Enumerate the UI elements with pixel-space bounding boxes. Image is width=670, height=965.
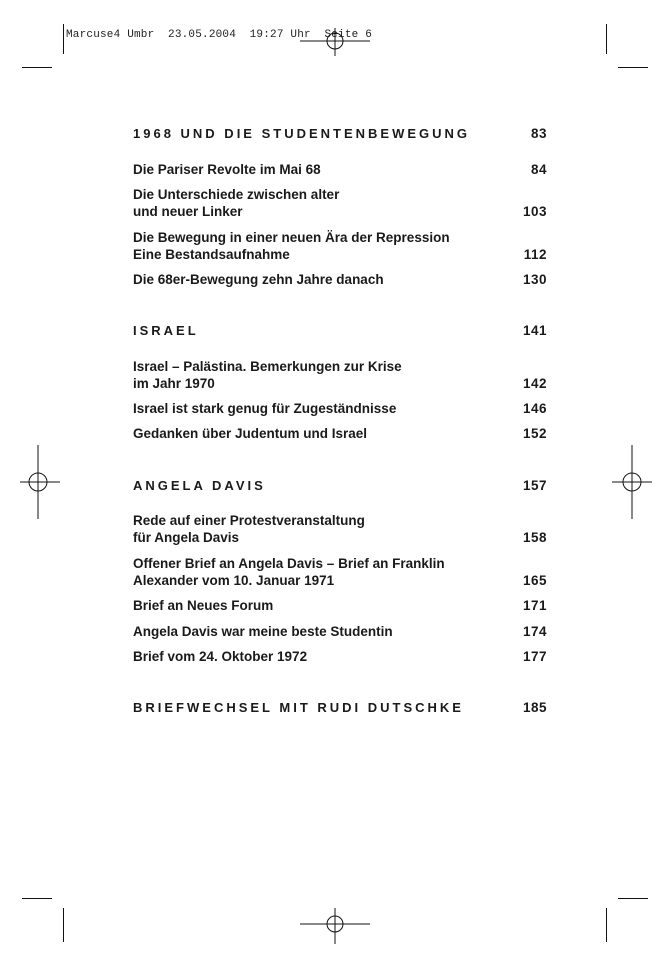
section-page-number: 185 [522, 700, 547, 715]
toc-entry [133, 229, 547, 263]
entry-page-number: 84 [530, 162, 547, 177]
section-title: ANGELA DAVIS [133, 478, 266, 493]
entry-title-line: Die Unterschiede zwischen alter [133, 187, 340, 202]
toc-entry [133, 358, 547, 392]
entry-page-number: 158 [522, 530, 547, 545]
entry-title-line: Die 68er-Bewegung zehn Jahre danach [133, 272, 384, 287]
entry-title-line: im Jahr 1970 [133, 376, 215, 391]
section-heading [133, 126, 547, 142]
entry-page-number: 130 [522, 272, 547, 287]
entry-page-number: 142 [522, 376, 547, 391]
registration-mark-left-icon [20, 445, 60, 519]
entry-page-number: 103 [522, 204, 547, 219]
section-heading [133, 478, 547, 494]
toc-entry [133, 597, 547, 614]
entry-title-line: Rede auf einer Protestveranstaltung [133, 513, 365, 528]
entry-page-number: 171 [522, 598, 547, 613]
crop-mark-top-right-v [606, 24, 607, 54]
section-title: BRIEFWECHSEL MIT RUDI DUTSCHKE [133, 700, 464, 715]
section-page-number: 141 [522, 323, 547, 338]
entry-page-number: 152 [522, 426, 547, 441]
crop-mark-bottom-left-v [63, 908, 64, 942]
entry-title-line: für Angela Davis [133, 530, 240, 545]
toc-entry [133, 161, 547, 178]
toc-entry [133, 400, 547, 417]
section-page-number: 157 [522, 478, 547, 493]
registration-mark-right-icon [612, 445, 652, 519]
entry-title-line: Gedanken über Judentum und Israel [133, 426, 368, 441]
crop-mark-bottom-right-v [606, 908, 607, 942]
entry-title-line: Angela Davis war meine beste Studentin [133, 624, 393, 639]
entry-title-line: Offener Brief an Angela Davis – Brief an Franklin [133, 556, 445, 571]
crop-mark-bottom-left-h [22, 898, 52, 899]
entry-title-line: Die Pariser Revolte im Mai 68 [133, 162, 321, 177]
entry-title-line: Israel ist stark genug für Zugeständnisse [133, 401, 397, 416]
entry-page-number: 165 [522, 573, 547, 588]
entry-title-line: Brief vom 24. Oktober 1972 [133, 649, 308, 664]
entry-title-line: Brief an Neues Forum [133, 598, 274, 613]
toc-entry [133, 555, 547, 589]
section-title: 1968 UND DIE STUDENTENBEWEGUNG [133, 126, 471, 141]
entry-page-number: 112 [523, 247, 547, 262]
entry-title-line: und neuer Linker [133, 204, 243, 219]
entry-title-line: Alexander vom 10. Januar 1971 [133, 573, 335, 588]
print-slug: Marcuse4 Umbr 23.05.2004 19:27 Uhr Seite 6 [66, 29, 373, 41]
crop-mark-top-left-h [22, 67, 52, 68]
registration-mark-bottom-icon [300, 908, 370, 944]
entry-page-number: 177 [522, 649, 547, 664]
crop-mark-top-right-h [618, 67, 648, 68]
entry-title-line: Eine Bestandsaufnahme [133, 247, 290, 262]
entry-title-line: Die Bewegung in einer neuen Ära der Repression [133, 230, 450, 245]
toc-entry [133, 186, 547, 220]
section-title: ISRAEL [133, 323, 199, 338]
crop-mark-bottom-right-h [618, 898, 648, 899]
toc-entry [133, 623, 547, 640]
section-heading [133, 323, 547, 339]
toc-entry [133, 271, 547, 288]
registration-mark-top-icon [300, 28, 370, 58]
entry-title-line: Israel – Palästina. Bemerkungen zur Krise [133, 359, 402, 374]
section-page-number: 83 [530, 126, 547, 141]
entry-page-number: 174 [522, 624, 547, 639]
crop-mark-top-left-v [63, 24, 64, 54]
toc-entry [133, 648, 547, 665]
toc-entry [133, 512, 547, 546]
entry-page-number: 146 [522, 401, 547, 416]
toc-entry [133, 425, 547, 442]
section-heading [133, 700, 547, 716]
